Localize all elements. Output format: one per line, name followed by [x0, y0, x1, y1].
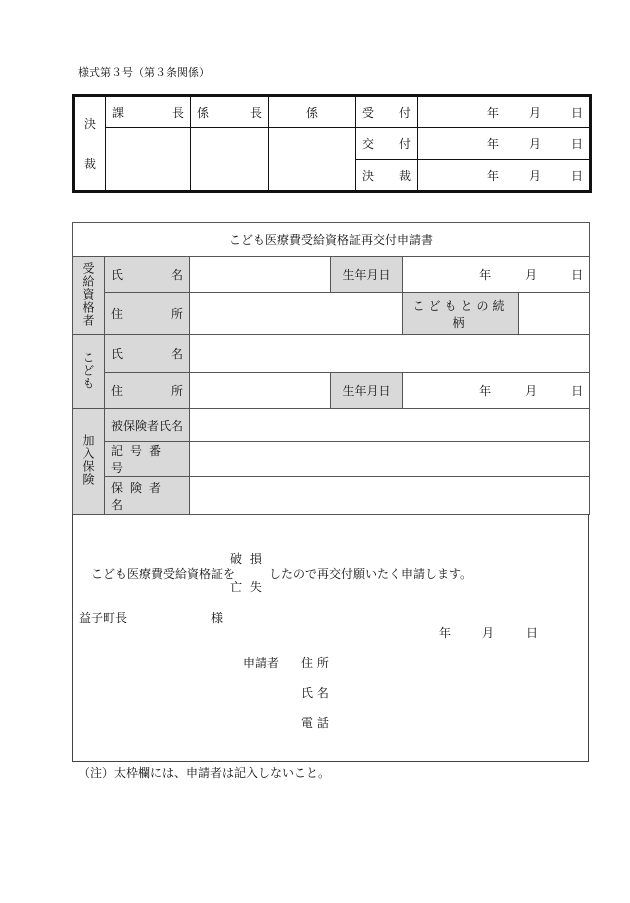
- insured-name-label: 被保険者氏名: [105, 409, 190, 442]
- recipient-birthdate-label: 生年月日: [331, 257, 403, 293]
- decision-date[interactable]: 年 月 日: [418, 160, 591, 192]
- applicant-name-label: 氏 名: [301, 686, 329, 700]
- insurer-name-label: 保険者名: [105, 477, 190, 515]
- recipient-name-label: 氏 名: [105, 257, 190, 293]
- damage-option[interactable]: 破 損: [230, 552, 264, 566]
- footnote: （注）太枠欄には、申請者は記入しないこと。: [78, 766, 331, 780]
- section-chief-seal[interactable]: [106, 128, 191, 192]
- symbol-number-field[interactable]: [190, 442, 590, 477]
- applicant-phone-label: 電 話: [301, 716, 329, 730]
- mayor-label: 益子町長: [79, 611, 128, 625]
- relationship-label: こどもとの続柄: [403, 293, 519, 335]
- applicant-address-label: 住 所: [301, 656, 329, 670]
- subsection-chief-seal[interactable]: [191, 128, 269, 192]
- staff-header: 係: [269, 96, 356, 128]
- date-month: 月: [482, 626, 495, 640]
- date-day: 日: [526, 626, 539, 640]
- recipient-group-label: 受給資格者: [73, 257, 105, 335]
- received-label: 受 付: [356, 96, 418, 128]
- statement-box: [72, 514, 589, 762]
- recipient-address-field[interactable]: [190, 293, 403, 335]
- statement-text-after: したので再交付願いたく申請します。: [269, 567, 473, 581]
- insured-name-field[interactable]: [190, 409, 590, 442]
- child-address-field[interactable]: [190, 373, 331, 409]
- honorific: 様: [211, 611, 224, 625]
- symbol-number-label: 記号番号: [105, 442, 190, 477]
- staff-seal[interactable]: [269, 128, 356, 192]
- received-date[interactable]: 年 月 日: [418, 96, 591, 128]
- issued-label: 交 付: [356, 128, 418, 160]
- insurer-name-field[interactable]: [190, 477, 590, 515]
- approval-table: [72, 94, 592, 193]
- applicant-label: 申請者: [243, 656, 280, 670]
- recipient-birthdate-field[interactable]: 年 月 日: [403, 257, 590, 293]
- recipient-address-label: 住 所: [105, 293, 190, 335]
- decision-label: 決 裁: [356, 160, 418, 192]
- statement-text-before: こども医療費受給資格証を: [91, 567, 236, 581]
- form-number: 様式第３号（第３条関係）: [78, 66, 210, 79]
- section-chief-header: 課 長: [106, 96, 191, 128]
- subsection-chief-header: 係 長: [191, 96, 269, 128]
- child-name-label: 氏 名: [105, 335, 190, 373]
- insurance-group-label: 加入保険: [73, 409, 105, 515]
- approval-side-label: 決 裁: [74, 96, 106, 192]
- recipient-name-field[interactable]: [190, 257, 331, 293]
- issued-date[interactable]: 年 月 日: [418, 128, 591, 160]
- child-birthdate-label: 生年月日: [331, 373, 403, 409]
- relationship-field[interactable]: [519, 293, 590, 335]
- application-table: [72, 222, 590, 515]
- form-title: こども医療費受給資格証再交付申請書: [73, 223, 590, 257]
- loss-option[interactable]: 亡 失: [230, 580, 264, 594]
- child-group-label: こども: [73, 335, 105, 409]
- child-name-field[interactable]: [190, 335, 590, 373]
- date-year: 年: [439, 626, 452, 640]
- child-address-label: 住 所: [105, 373, 190, 409]
- child-birthdate-field[interactable]: 年 月 日: [403, 373, 590, 409]
